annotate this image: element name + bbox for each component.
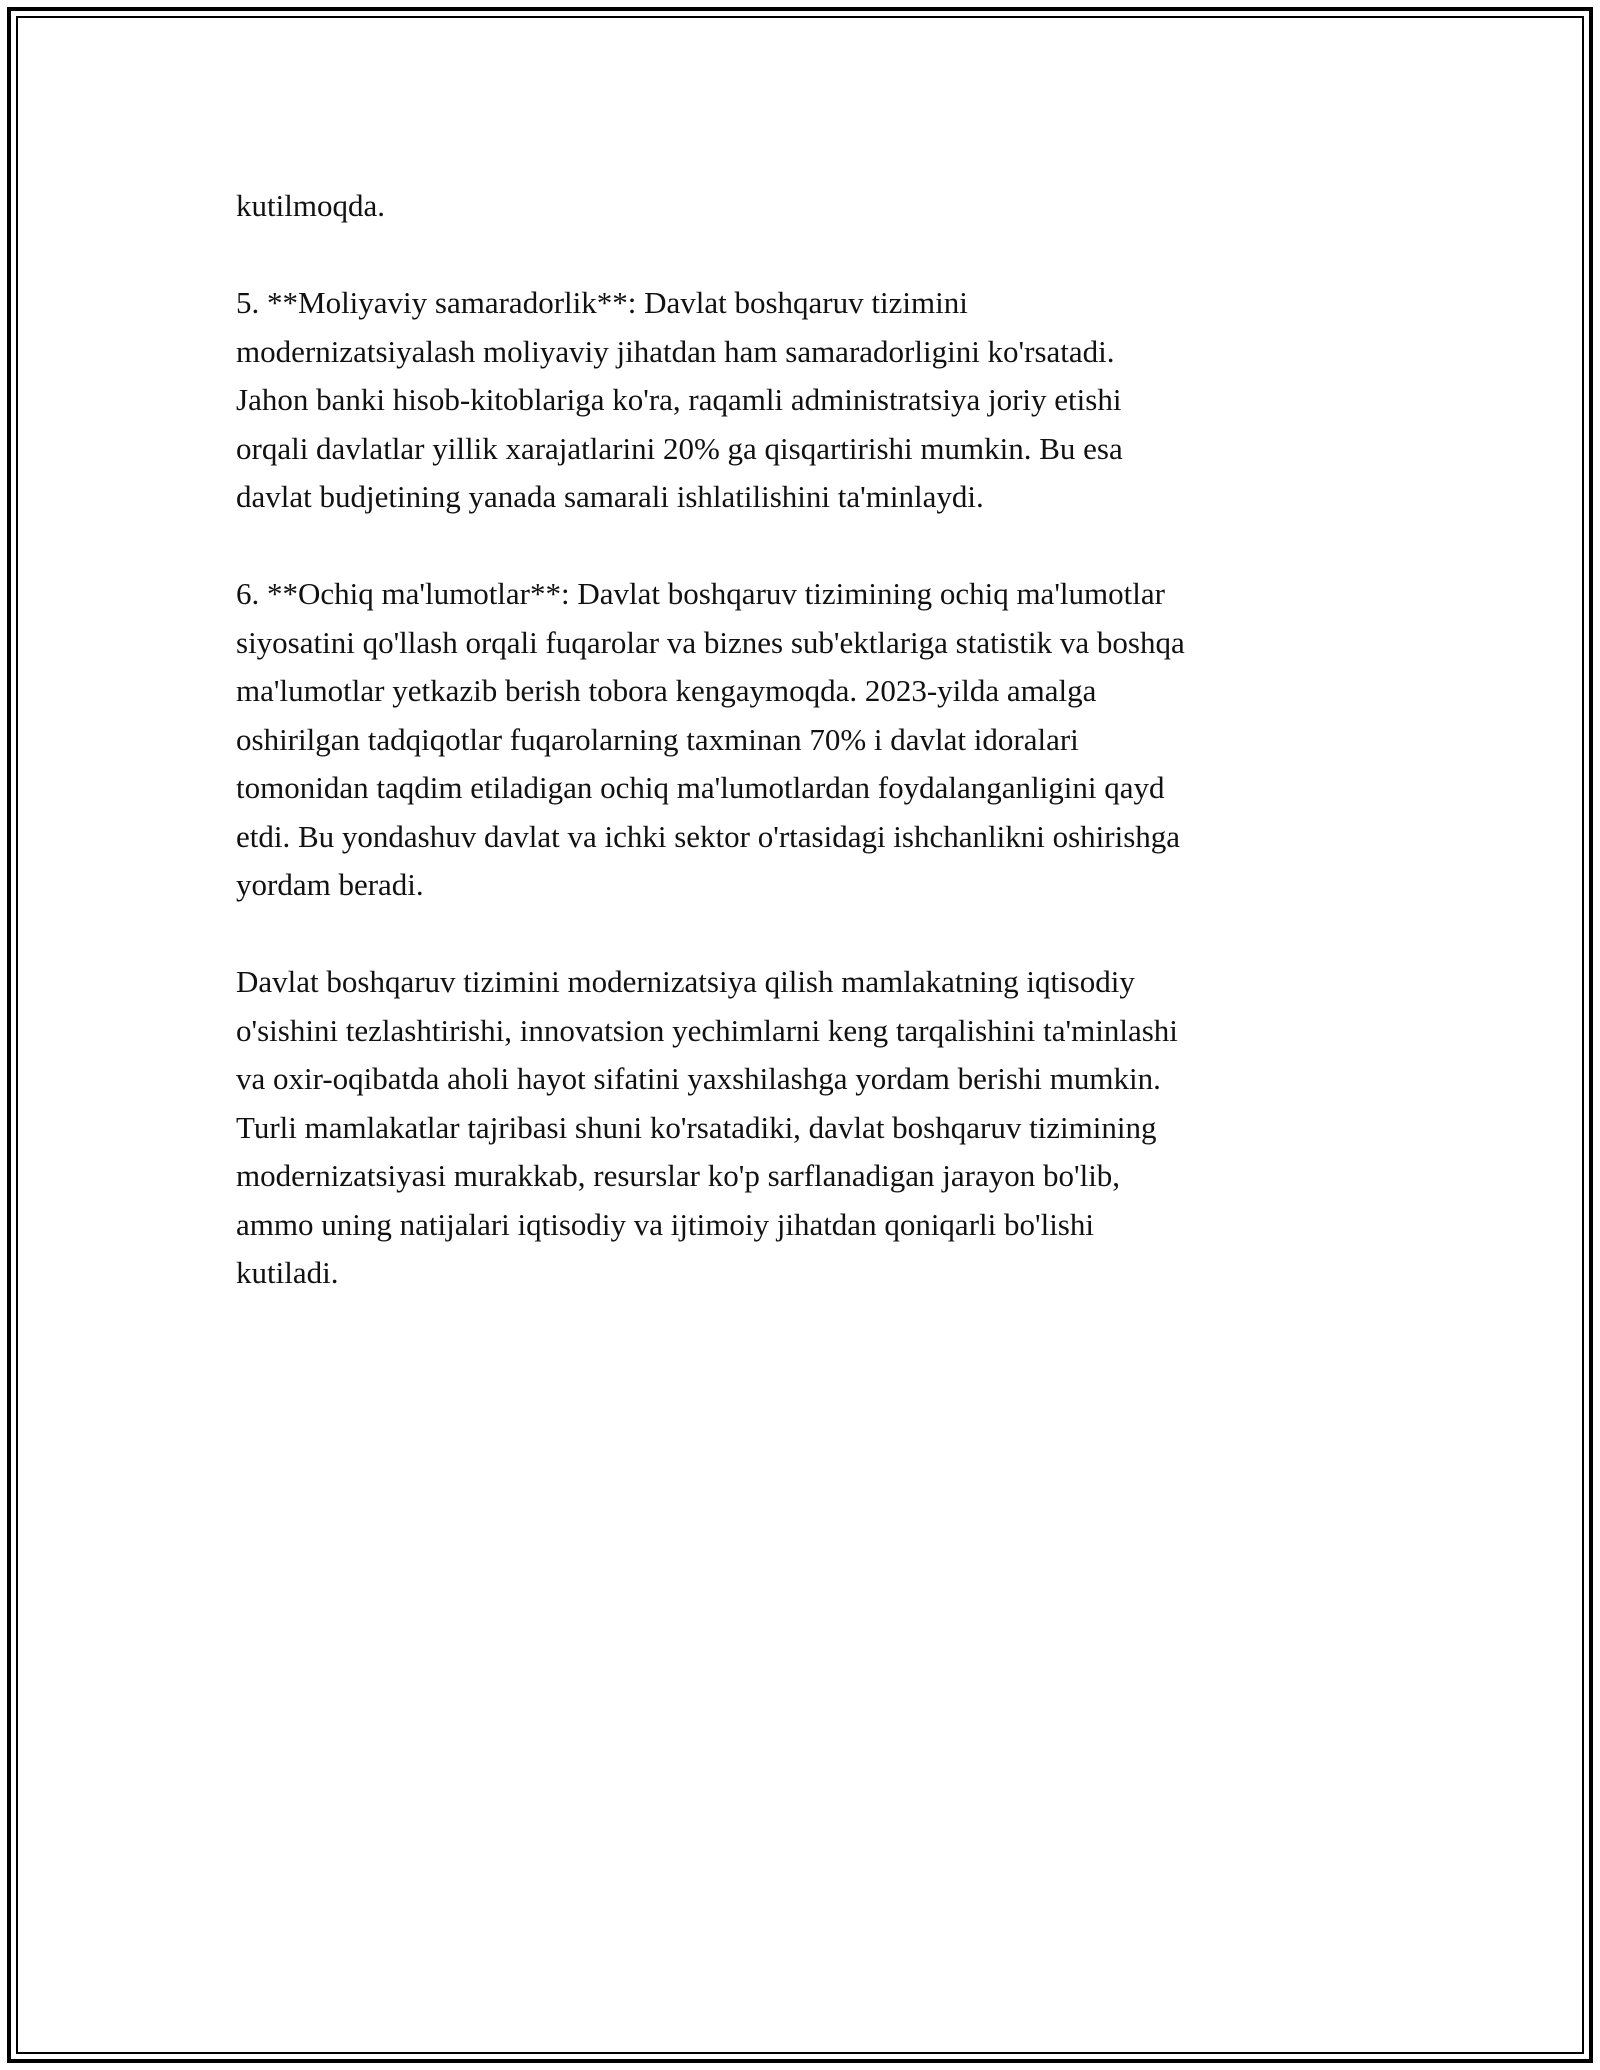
document-body: [236, 182, 1376, 1346]
paragraph-open-data: 6. **Ochiq ma'lumotlar**: Davlat boshqaruv tizimining ochiq ma'lumotlar siyosatini qo'llash orqali fuqarolar va biznes sub'ektlariga statistik va boshqa ma'lumotlar yetkazib berish tobora kengaymoqda. 2023-yilda amalga oshirilgan tadqiqotlar fuqarolarning taxminan 70% i davlat idoralari tomonidan taqdim etiladigan ochiq ma'lumotlardan foydalanganligini qayd etdi. Bu yondashuv davlat va ichki sektor o'rtasidagi ishchanlikni oshirishga yordam beradi.: [236, 576, 1185, 902]
paragraph-financial-efficiency: 5. **Moliyaviy samaradorlik**: Davlat boshqaruv tizimini modernizatsiyalash moliyaviy jihatdan ham samaradorligini ko'rsatadi. Jahon banki hisob-kitoblariga ko'ra, raqamli administratsiya joriy etishi orqali davlatlar yillik xarajatlarini 20% ga qisqartirishi mumkin. Bu esa davlat budjetining yanada samarali ishlatilishini ta'minlaydi.: [236, 285, 1123, 514]
paragraph-continuation: kutilmoqda.: [236, 188, 385, 223]
paragraph-conclusion: Davlat boshqaruv tizimini modernizatsiya qilish mamlakatning iqtisodiy o'sishini tezlashtirishi, innovatsion yechimlarni keng tarqalishini ta'minlashi va oxir-oqibatda aholi hayot sifatini yaxshilashga yordam berishi mumkin. Turli mamlakatlar tajribasi shuni ko'rsatadiki, davlat boshqaruv tizimining modernizatsiyasi murakkab, resurslar ko'p sarflanadigan jarayon bo'lib, ammo uning natijalari iqtisodiy va ijtimoiy jihatdan qoniqarli bo'lishi kutiladi.: [236, 964, 1178, 1290]
